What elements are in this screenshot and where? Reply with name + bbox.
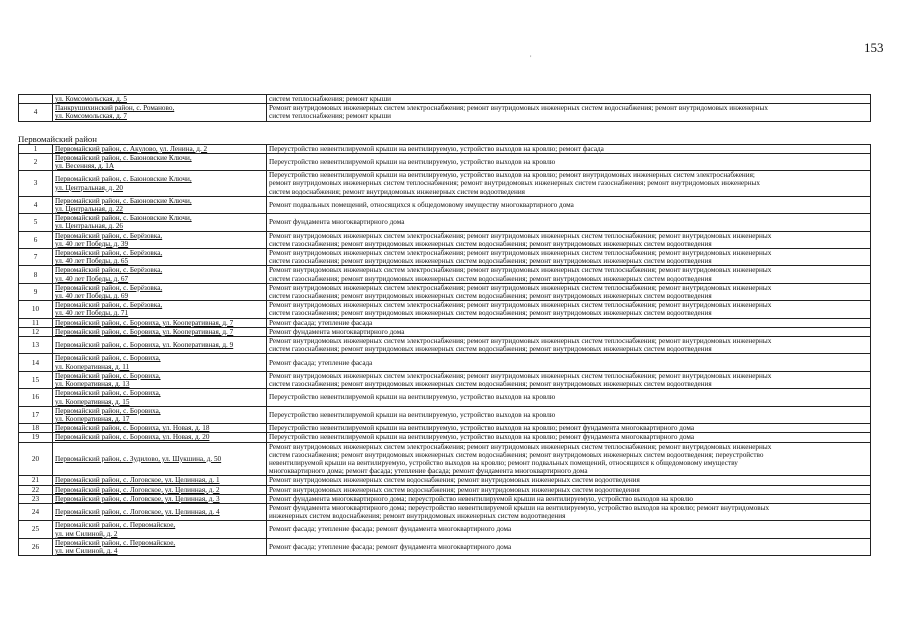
table-row: [19, 171, 871, 197]
row-works: Переустройство невентилируемой крыши на вентилируемую, устройство выходов на кровлю; ремонт внутридомовых инженерных систем электроснабжения; ремонт внутридомовых инженерных систем теплоснабжения; ремонт внутридомовых инженерных систем газоснабжения; ремонт внутридомовых инженерных систем водоснабжения; ремонт внутридомовых инженерных систем водоотведения: [267, 171, 871, 197]
row-address: Первомайский район, с. Берёзовка, ул. 40 лет Победы, д. 65: [53, 249, 267, 266]
document-body: [18, 94, 870, 556]
row-address: Первомайский район, с. Зудилово, ул. Шукшина, д. 50: [53, 442, 267, 476]
row-number: 19: [19, 433, 53, 442]
top-table: [18, 94, 871, 122]
table-row: [19, 433, 871, 442]
row-address: Первомайский район, с. Логовское, ул. Целинная, д. 2: [53, 485, 267, 494]
table-row: [19, 521, 871, 538]
row-address: Первомайский район, с. Боровиха, ул. Кооперативная, д. 11: [53, 354, 267, 371]
row-works: Ремонт внутридомовых инженерных систем электроснабжения; ремонт внутридомовых инженерных систем теплоснабжения; ремонт внутридомовых инженерных систем газоснабжения; ремонт внутридомовых инженерных систем водоснабжения; ремонт внутридомовых инженерных систем водоотведения; переустройство невентилируемой крыши на вентилируемую, устройство выходов на кровлю; ремонт подвальных помещений, относящихся к общедомовому имуществу многоквартирного дома; ремонт фасада; утепление фасада; ремонт фундамента многоквартирного дома: [267, 442, 871, 476]
row-works: Ремонт внутридомовых инженерных систем электроснабжения; ремонт внутридомовых инженерных систем водоснабжения; ремонт внутридомовых инженерных систем теплоснабжения; ремонт крыши: [267, 104, 871, 121]
row-address: Первомайский район, с. Боровиха, ул. Новая, д. 20: [53, 433, 267, 442]
scan-mark: ,: [530, 52, 532, 58]
row-number: 4: [19, 196, 53, 213]
row-address: Первомайский район, с. Берёзовка, ул. 40 лет Победы, д. 39: [53, 231, 267, 248]
district-heading-block: [18, 122, 870, 144]
row-number: 1: [19, 144, 53, 153]
row-works: Ремонт внутридомовых инженерных систем электроснабжения; ремонт внутридомовых инженерных систем теплоснабжения; ремонт внутридомовых инженерных систем газоснабжения; ремонт внутридомовых инженерных систем водоснабжения; ремонт внутридомовых инженерных систем водоотведения: [267, 337, 871, 354]
row-address: Первомайский район, с. Баюновские Ключи, ул. Весенняя, д. 1А: [53, 153, 267, 170]
row-number: 9: [19, 283, 53, 300]
row-address: Первомайский район, с. Боровиха, ул. Новая, д. 18: [53, 424, 267, 433]
row-works: Ремонт фундамента многоквартирного дома: [267, 327, 871, 336]
row-address: Первомайский район, с. Логовское, ул. Целинная, д. 3: [53, 494, 267, 503]
row-address: Первомайский район, с. Боровиха, ул. Кооперативная, д. 13: [53, 371, 267, 388]
row-number: 3: [19, 171, 53, 197]
table-row: [19, 214, 871, 231]
row-number: 24: [19, 503, 53, 520]
row-works: систем теплоснабжения; ремонт крыши: [267, 95, 871, 104]
row-number: 12: [19, 327, 53, 336]
row-address: Первомайский район, с. Баюновские Ключи, ул. Центральная, д. 22: [53, 196, 267, 213]
row-works: Ремонт внутридомовых инженерных систем электроснабжения; ремонт внутридомовых инженерных систем теплоснабжения; ремонт внутридомовых инженерных систем газоснабжения; ремонт внутридомовых инженерных систем водоснабжения; ремонт внутридомовых инженерных систем водоотведения: [267, 371, 871, 388]
table-row: [19, 538, 871, 555]
row-works: Переустройство невентилируемой крыши на вентилируемую, устройство выходов на кровлю: [267, 406, 871, 423]
table-row: [19, 144, 871, 153]
table-row: [19, 424, 871, 433]
table-row: [19, 476, 871, 485]
table-row: [19, 318, 871, 327]
table-row: [19, 389, 871, 406]
row-number: 10: [19, 301, 53, 318]
row-works: Ремонт внутридомовых инженерных систем водоснабжения; ремонт внутридомовых инженерных систем водоотведения: [267, 476, 871, 485]
row-works: Ремонт фасада; утепление фасада: [267, 354, 871, 371]
table-row: [19, 494, 871, 503]
row-address: Первомайский район, с. Берёзовка, ул. 40 лет Победы, д. 71: [53, 301, 267, 318]
row-number: 7: [19, 249, 53, 266]
row-address: Панкрушихинский район, с. Романово, ул. Комсомольская, д. 7: [53, 104, 267, 121]
table-row: [19, 301, 871, 318]
table-row: [19, 503, 871, 520]
row-number: 5: [19, 214, 53, 231]
row-works: Ремонт фасада; утепление фасада: [267, 318, 871, 327]
row-address: Первомайский район, с. Боровиха, ул. Кооперативная, д. 7: [53, 318, 267, 327]
row-works: Ремонт фундамента многоквартирного дома: [267, 214, 871, 231]
row-number: 21: [19, 476, 53, 485]
table-row: [19, 266, 871, 283]
table-row: [19, 327, 871, 336]
row-address: Первомайский район, с. Боровиха, ул. Кооперативная, д. 7: [53, 327, 267, 336]
row-address: Первомайский район, с. Берёзовка, ул. 40 лет Победы, д. 67: [53, 266, 267, 283]
row-works: Ремонт фасада; утепление фасада; ремонт фундамента многоквартирного дома: [267, 521, 871, 538]
row-address: Первомайский район, с. Первомайское, ул. им Силиной, д. 4: [53, 538, 267, 555]
row-works: Переустройство невентилируемой крыши на вентилируемую, устройство выходов на кровлю; ремонт фасада: [267, 144, 871, 153]
row-number: 14: [19, 354, 53, 371]
row-number: 15: [19, 371, 53, 388]
row-number: 8: [19, 266, 53, 283]
row-number: 13: [19, 337, 53, 354]
row-works: Ремонт внутридомовых инженерных систем электроснабжения; ремонт внутридомовых инженерных систем теплоснабжения; ремонт внутридомовых инженерных систем газоснабжения; ремонт внутридомовых инженерных систем водоснабжения; ремонт внутридомовых инженерных систем водоотведения: [267, 249, 871, 266]
row-number: 4: [19, 104, 53, 121]
table-row: [19, 442, 871, 476]
row-number: 22: [19, 485, 53, 494]
table-row: [19, 249, 871, 266]
table-row: [19, 153, 871, 170]
row-number: 6: [19, 231, 53, 248]
table-row: [19, 371, 871, 388]
row-address: Первомайский район, с. Баюновские Ключи, ул. Центральная, д. 20: [53, 171, 267, 197]
row-works: Ремонт фундамента многоквартирного дома; переустройство невентилируемой крыши на вентилируемую, устройство выходов на кровлю; ремонт внутридомовых инженерных систем водоснабжения; ремонт внутридомовых инженерных систем водоотведения: [267, 503, 871, 520]
table-row: [19, 104, 871, 121]
row-works: Переустройство невентилируемой крыши на вентилируемую, устройство выходов на кровлю: [267, 389, 871, 406]
row-address: Первомайский район, с. Берёзовка, ул. 40 лет Победы, д. 69: [53, 283, 267, 300]
row-number: 17: [19, 406, 53, 423]
row-address: ул. Комсомольская, д. 5: [53, 95, 267, 104]
table-row: [19, 337, 871, 354]
row-works: Переустройство невентилируемой крыши на вентилируемую, устройство выходов на кровлю; ремонт фундамента многоквартирного дома: [267, 424, 871, 433]
table-row: [19, 95, 871, 104]
table-row: [19, 283, 871, 300]
row-address: Первомайский район, с. Боровиха, ул. Кооперативная, д. 9: [53, 337, 267, 354]
row-works: Ремонт внутридомовых инженерных систем электроснабжения; ремонт внутридомовых инженерных систем теплоснабжения; ремонт внутридомовых инженерных систем газоснабжения; ремонт внутридомовых инженерных систем водоснабжения; ремонт внутридомовых инженерных систем водоотведения: [267, 231, 871, 248]
table-row: [19, 485, 871, 494]
row-address: Первомайский район, с. Первомайское, ул. им Силиной, д. 2: [53, 521, 267, 538]
row-address: Первомайский район, с. Логовское, ул. Целинная, д. 1: [53, 476, 267, 485]
repair-works-table: [18, 144, 871, 557]
row-number: 11: [19, 318, 53, 327]
row-number: 23: [19, 494, 53, 503]
row-address: Первомайский район, с. Логовское, ул. Целинная, д. 4: [53, 503, 267, 520]
row-works: Ремонт внутридомовых инженерных систем электроснабжения; ремонт внутридомовых инженерных систем теплоснабжения; ремонт внутридомовых инженерных систем газоснабжения; ремонт внутридомовых инженерных систем водоснабжения; ремонт внутридомовых инженерных систем водоотведения: [267, 301, 871, 318]
row-works: Ремонт внутридомовых инженерных систем электроснабжения; ремонт внутридомовых инженерных систем теплоснабжения; ремонт внутридомовых инженерных систем газоснабжения; ремонт внутридомовых инженерных систем водоснабжения; ремонт внутридомовых инженерных систем водоотведения: [267, 266, 871, 283]
row-works: Ремонт фасада; утепление фасада; ремонт фундамента многоквартирного дома: [267, 538, 871, 555]
page-number: 153: [864, 40, 884, 55]
row-number: 25: [19, 521, 53, 538]
table-row: [19, 231, 871, 248]
row-number: [19, 95, 53, 104]
table-row: [19, 196, 871, 213]
row-number: 2: [19, 153, 53, 170]
row-number: 26: [19, 538, 53, 555]
row-address: Первомайский район, с. Акулово, ул. Ленина, д. 2: [53, 144, 267, 153]
row-works: Переустройство невентилируемой крыши на вентилируемую, устройство выходов на кровлю: [267, 153, 871, 170]
row-number: 18: [19, 424, 53, 433]
table-row: [19, 406, 871, 423]
district-heading: Первомайский район: [18, 133, 98, 144]
row-works: Ремонт внутридомовых инженерных систем электроснабжения; ремонт внутридомовых инженерных систем теплоснабжения; ремонт внутридомовых инженерных систем газоснабжения; ремонт внутридомовых инженерных систем водоснабжения; ремонт внутридомовых инженерных систем водоотведения: [267, 283, 871, 300]
row-works: Ремонт фундамента многоквартирного дома; переустройство невентилируемой крыши на вентилируемую, устройство выходов на кровлю: [267, 494, 871, 503]
row-works: Переустройство невентилируемой крыши на вентилируемую, устройство выходов на кровлю; ремонт фундамента многоквартирного дома: [267, 433, 871, 442]
row-works: Ремонт подвальных помещений, относящихся к общедомовому имуществу многоквартирного дома: [267, 196, 871, 213]
row-address: Первомайский район, с. Баюновские Ключи, ул. Центральная, д. 26: [53, 214, 267, 231]
row-address: Первомайский район, с. Боровиха, ул. Кооперативная, д. 15: [53, 389, 267, 406]
row-address: Первомайский район, с. Боровиха, ул. Кооперативная, д. 17: [53, 406, 267, 423]
row-number: 20: [19, 442, 53, 476]
row-works: Ремонт внутридомовых инженерных систем водоснабжения; ремонт внутридомовых инженерных систем водоотведения: [267, 485, 871, 494]
row-number: 16: [19, 389, 53, 406]
table-row: [19, 354, 871, 371]
